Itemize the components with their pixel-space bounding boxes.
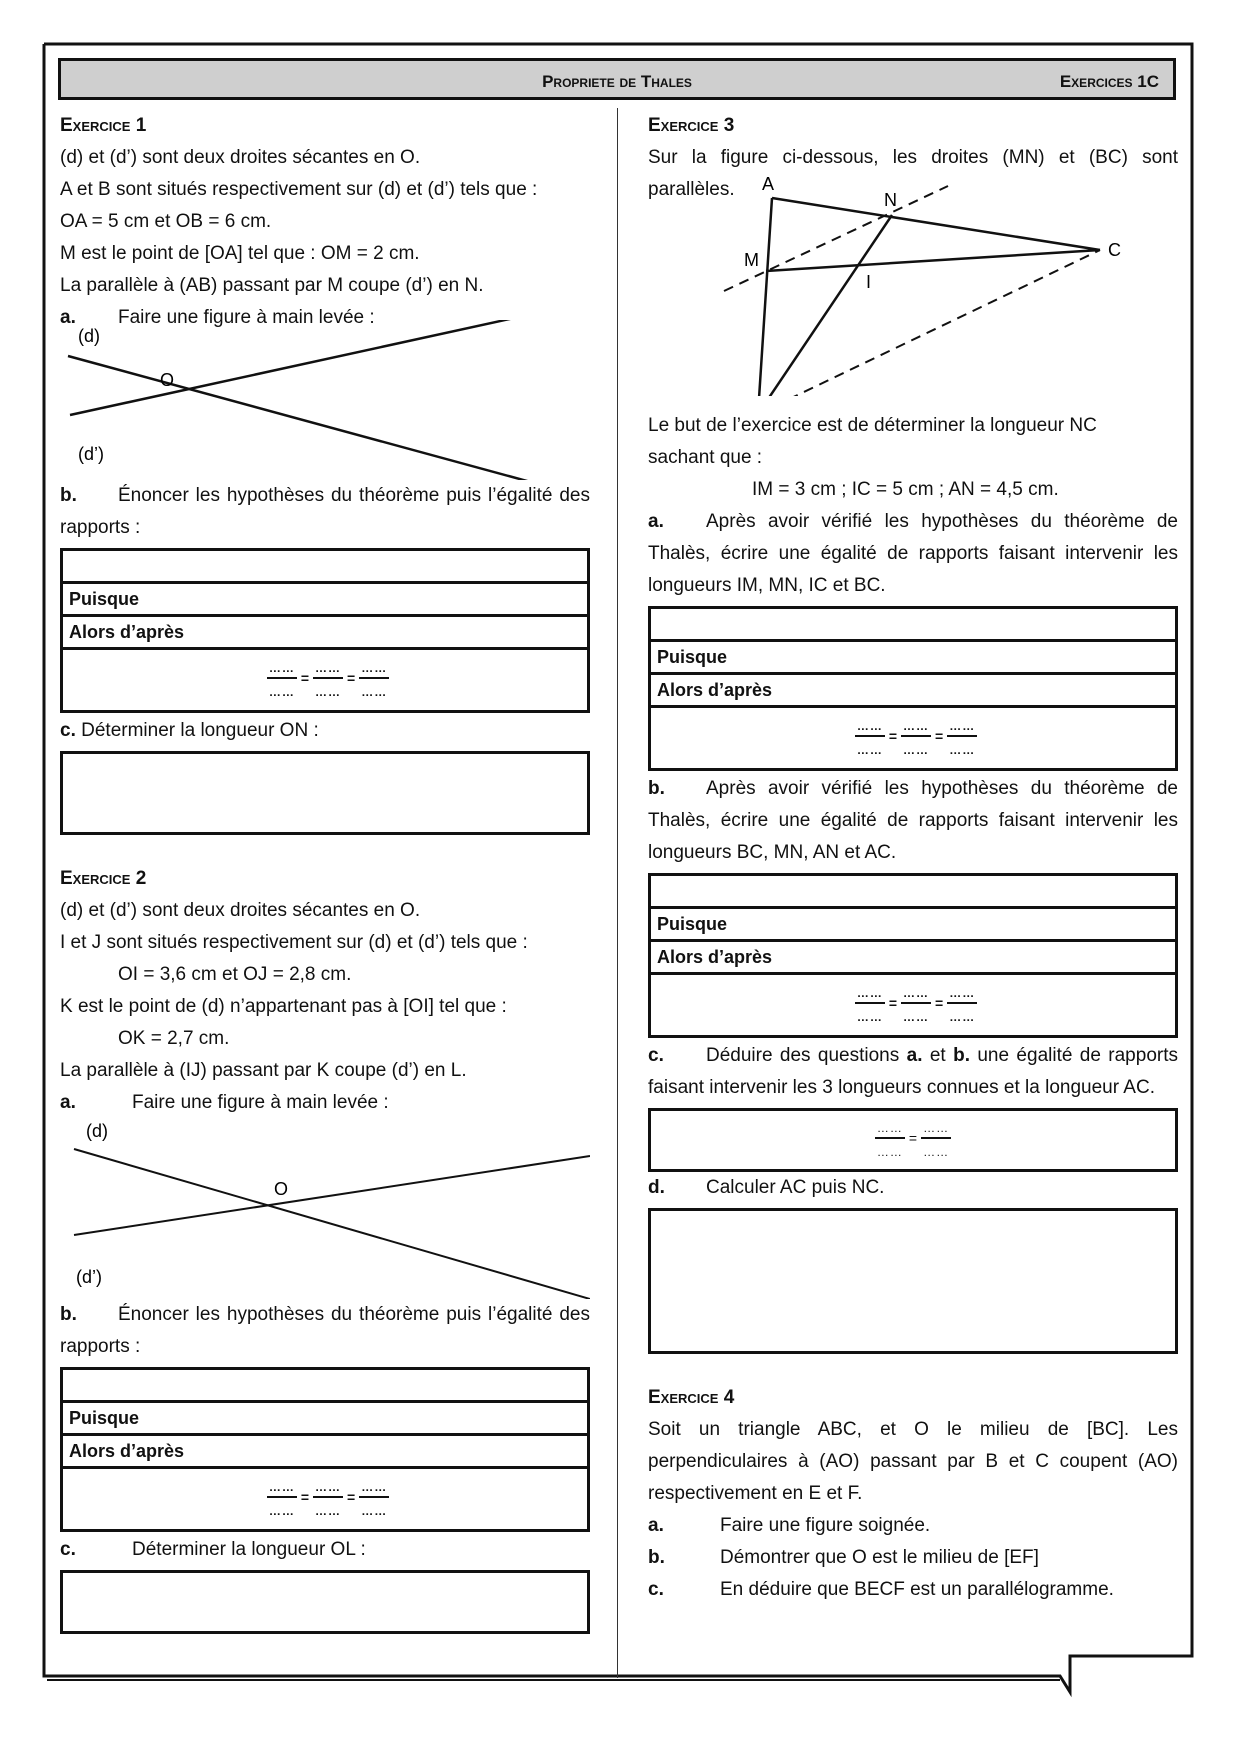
exercise-2-line: (d) et (d’) sont deux droites sécantes en O.	[60, 900, 421, 921]
fraction-placeholder: ……	[268, 1504, 295, 1518]
question-text: Calculer AC puis NC.	[706, 1177, 885, 1198]
table-row-empty[interactable]	[63, 1370, 587, 1403]
question-b	[60, 1299, 590, 1363]
fraction-placeholder: ……	[855, 719, 885, 737]
question-text: Faire une figure soignée.	[720, 1515, 931, 1536]
fraction-placeholder: ……	[855, 986, 885, 1004]
ratio-fraction	[313, 1480, 343, 1518]
fraction-placeholder: ……	[947, 986, 977, 1004]
point-c-label: C	[1108, 240, 1121, 260]
fraction-placeholder: ……	[361, 1504, 388, 1518]
equals-sign: =	[300, 670, 309, 686]
question-a	[648, 506, 1178, 602]
question-label: a.	[648, 1515, 664, 1536]
ratio-fraction	[855, 986, 885, 1024]
fraction-placeholder: ……	[903, 743, 929, 757]
ratio-equality[interactable]	[651, 708, 1175, 768]
line-d-prime	[70, 320, 560, 415]
point-a-label: A	[762, 174, 775, 194]
ratio-fraction	[921, 1121, 951, 1159]
question-label: b.	[648, 1547, 665, 1568]
fraction-placeholder: ……	[856, 743, 883, 757]
equals-sign: =	[935, 728, 944, 744]
question-label: c.	[648, 1579, 664, 1600]
label-d: (d)	[86, 1121, 108, 1141]
table-row-puisque[interactable]: Puisque	[651, 642, 1175, 675]
ratio-fraction	[267, 661, 297, 699]
exercise-3-goal: Le but de l’exercice est de déterminer la longueur NC sachant que :	[648, 415, 1097, 468]
thales-table-b	[648, 873, 1178, 1038]
table-row-alors[interactable]: Alors d’après	[63, 617, 587, 650]
question-text: Faire une figure à main levée :	[118, 307, 375, 328]
line-bc-dashed	[758, 250, 1100, 396]
fraction-placeholder: ……	[949, 1010, 976, 1024]
exercise-1-title: Exercice 1	[60, 115, 147, 136]
exercise-3-title: Exercice 3	[648, 115, 735, 136]
fraction-placeholder: ……	[313, 1480, 343, 1498]
question-ref-b: b.	[953, 1045, 970, 1066]
fraction-placeholder: ……	[856, 1010, 883, 1024]
table-row-empty[interactable]	[651, 876, 1175, 909]
exercise-1	[60, 110, 590, 835]
exercise-4-intro: Soit un triangle ABC, et O le milieu de [BC]. Les perpendiculaires à (AO) passant par B et C coupent (AO) respectivement en E et F.	[648, 1419, 1178, 1504]
line-mn-dashed	[724, 186, 948, 291]
question-label: c.	[60, 1539, 76, 1560]
exercise-1-line: La parallèle à (AB) passant par M coupe (d’) en N.	[60, 275, 484, 296]
question-text: et	[929, 1045, 946, 1066]
table-row-puisque[interactable]: Puisque	[651, 909, 1175, 942]
fraction-placeholder: ……	[876, 1145, 903, 1159]
thales-table-a	[648, 606, 1178, 771]
question-label: a.	[60, 1092, 76, 1113]
ratio-fraction	[901, 719, 931, 757]
thales-table	[60, 548, 590, 713]
question-label: a.	[60, 307, 76, 328]
page-header	[58, 58, 1176, 100]
answer-box-ac-nc[interactable]	[648, 1208, 1178, 1354]
page-title: Propriete de Thales	[542, 72, 692, 91]
equals-sign: =	[935, 995, 944, 1011]
question-text: Énoncer les hypothèses du théorème puis l’égalité des rapports :	[60, 1304, 590, 1357]
question-text: une égalité de rapports faisant intervenir les 3 longueurs connues et la longueur AC.	[648, 1045, 1178, 1098]
fraction-placeholder: ……	[267, 661, 297, 679]
label-d-prime: (d’)	[76, 1267, 102, 1287]
table-row-alors[interactable]: Alors d’après	[651, 942, 1175, 975]
exercise-2-title: Exercice 2	[60, 868, 147, 889]
fraction-placeholder: ……	[267, 1480, 297, 1498]
question-d	[648, 1172, 1178, 1204]
question-text: Déduire des questions	[706, 1045, 900, 1066]
fraction-placeholder: ……	[923, 1145, 950, 1159]
equals-sign: =	[888, 995, 897, 1011]
ratio-equality[interactable]	[651, 975, 1175, 1035]
fraction-placeholder: ……	[313, 661, 343, 679]
ratio-fraction	[855, 719, 885, 757]
ratio-fraction	[267, 1480, 297, 1518]
question-text: Énoncer les hypothèses du théorème puis l’égalité des rapports :	[60, 485, 590, 538]
table-row-alors[interactable]: Alors d’après	[63, 1436, 587, 1469]
question-text: Après avoir vérifié les hypothèses du théorème de Thalès, écrire une égalité de rapports faisant intervenir les longueurs IM, MN, IC et BC.	[648, 511, 1178, 596]
fraction-placeholder: ……	[875, 1121, 905, 1139]
exercise-1-line: OA = 5 cm et OB = 6 cm.	[60, 211, 272, 232]
question-text: Déterminer la longueur OL :	[132, 1539, 366, 1560]
exercise-1-line: M est le point de [OA] tel que : OM = 2 cm.	[60, 243, 420, 264]
table-row-puisque[interactable]: Puisque	[63, 1403, 587, 1436]
question-c	[648, 1040, 1178, 1104]
label-d-prime: (d’)	[78, 444, 104, 464]
ratio-fraction	[901, 986, 931, 1024]
question-a	[60, 1087, 590, 1119]
question-label: b.	[60, 1304, 77, 1325]
fraction-placeholder: ……	[268, 685, 295, 699]
ratio-equality-box[interactable]	[648, 1108, 1178, 1172]
right-column	[648, 110, 1178, 1606]
ratio-fraction	[947, 986, 977, 1024]
fraction-placeholder: ……	[949, 743, 976, 757]
exercise-3	[648, 110, 1178, 1354]
exercise-4	[648, 1382, 1178, 1606]
exercise-2-line: K est le point de (d) n’appartenant pas à [OI] tel que :	[60, 996, 507, 1017]
exercise-2-line: OI = 3,6 cm et OJ = 2,8 cm.	[118, 964, 352, 985]
fraction-placeholder: ……	[315, 685, 341, 699]
question-label: a.	[648, 511, 664, 532]
label-o: O	[160, 370, 175, 390]
left-column	[60, 110, 590, 1634]
equals-sign: =	[300, 1489, 309, 1505]
ratio-fraction	[313, 661, 343, 699]
question-text: En déduire que BECF est un parallélogramme.	[720, 1579, 1114, 1600]
exercise-3-given: IM = 3 cm ; IC = 5 cm ; AN = 4,5 cm.	[752, 479, 1059, 500]
answer-box-on[interactable]	[60, 751, 590, 835]
question-b	[60, 480, 590, 544]
fraction-placeholder: ……	[359, 1480, 389, 1498]
exercise-2-line: I et J sont situés respectivement sur (d) et (d’) tels que :	[60, 932, 528, 953]
question-c	[60, 715, 590, 747]
question-label: c.	[60, 720, 76, 741]
ratio-fraction	[875, 1121, 905, 1159]
exercise-4-item	[648, 1542, 1178, 1574]
ratio-fraction	[359, 1480, 389, 1518]
point-i-label: I	[866, 272, 872, 292]
exercise-1-line: (d) et (d’) sont deux droites sécantes en O.	[60, 147, 421, 168]
exercise-2-line: La parallèle à (IJ) passant par K coupe (d’) en L.	[60, 1060, 467, 1081]
label-o: O	[274, 1179, 289, 1199]
question-label: b.	[648, 778, 665, 799]
ratio-fraction	[947, 719, 977, 757]
figure-intersecting-lines-1	[60, 320, 590, 480]
answer-box-ol[interactable]	[60, 1570, 590, 1634]
label-d: (d)	[78, 326, 100, 346]
segment-ac	[772, 198, 1100, 250]
point-m-label: M	[744, 250, 759, 270]
fraction-placeholder: ……	[901, 986, 931, 1004]
fraction-placeholder: ……	[901, 719, 931, 737]
exercise-4-item	[648, 1574, 1178, 1606]
figure-intersecting-lines-2	[60, 1119, 590, 1299]
exercise-1-line: A et B sont situés respectivement sur (d) et (d’) tels que :	[60, 179, 538, 200]
table-row-puisque[interactable]: Puisque	[63, 584, 587, 617]
thales-table	[60, 1367, 590, 1532]
table-row-empty[interactable]	[63, 551, 587, 584]
question-text: Après avoir vérifié les hypothèses du théorème de Thalès, écrire une égalité de rapports faisant intervenir les longueurs BC, MN, AN et AC.	[648, 778, 1178, 863]
fraction-placeholder: ……	[947, 719, 977, 737]
ratio-equality[interactable]	[63, 650, 587, 710]
question-label: b.	[60, 485, 77, 506]
question-label: d.	[648, 1177, 665, 1198]
question-c	[60, 1534, 590, 1566]
fraction-placeholder: ……	[359, 661, 389, 679]
exercise-4-title: Exercice 4	[648, 1387, 735, 1408]
question-text: Démontrer que O est le milieu de [EF]	[720, 1547, 1039, 1568]
fraction-placeholder: ……	[361, 685, 388, 699]
exercise-4-item	[648, 1510, 1178, 1542]
question-b	[648, 773, 1178, 869]
exercise-code: Exercices 1C	[1059, 72, 1159, 91]
ratio-fraction	[359, 661, 389, 699]
table-row-empty[interactable]	[651, 609, 1175, 642]
table-row-alors[interactable]: Alors d’après	[651, 675, 1175, 708]
ratio-equality[interactable]	[63, 1469, 587, 1529]
exercise-3-intro: Sur la figure ci-dessous, les droites (MN) et (BC) sont parallèles.	[648, 147, 1178, 200]
question-text: Déterminer la longueur ON :	[81, 720, 319, 741]
fraction-placeholder: ……	[921, 1121, 951, 1139]
fraction-placeholder: ……	[903, 1010, 929, 1024]
line-d	[68, 356, 560, 480]
segment-mc	[766, 250, 1100, 271]
question-label: c.	[648, 1045, 664, 1066]
equals-sign: =	[347, 1489, 356, 1505]
equals-sign: =	[347, 670, 356, 686]
point-n-label: N	[884, 190, 897, 210]
equals-sign: =	[888, 728, 897, 744]
question-text: Faire une figure à main levée :	[132, 1092, 389, 1113]
fraction-placeholder: ……	[315, 1504, 341, 1518]
equals-sign: =	[908, 1130, 918, 1146]
question-ref-a: a.	[906, 1045, 923, 1066]
exercise-2-line: OK = 2,7 cm.	[118, 1028, 230, 1049]
segments-ab-bn	[758, 198, 892, 396]
column-divider	[617, 108, 618, 1678]
exercise-2	[60, 863, 590, 1634]
